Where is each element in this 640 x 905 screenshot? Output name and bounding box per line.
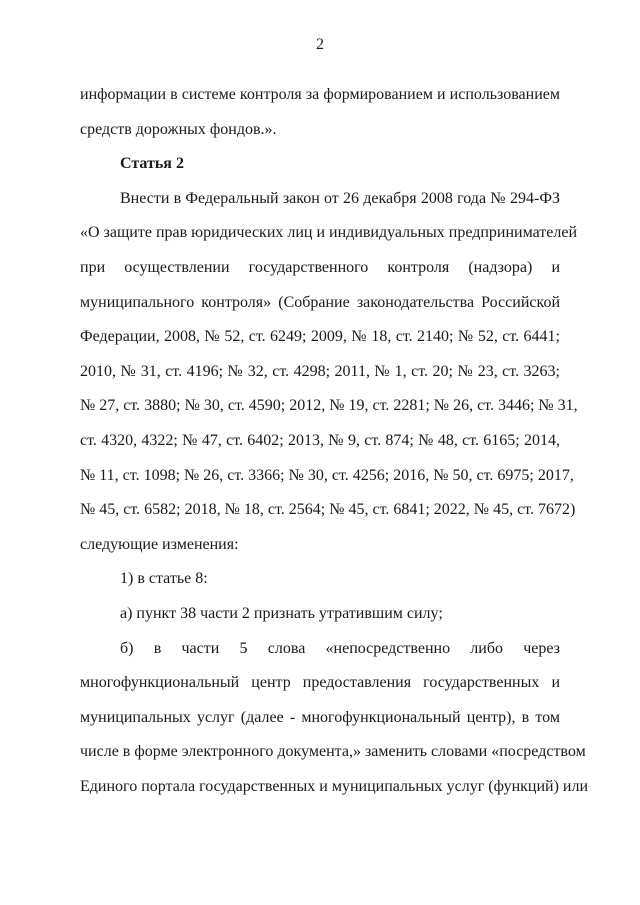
text-line: 1) в статье 8:: [120, 570, 208, 588]
article-intro-paragraph: [80, 182, 578, 563]
text-line: многофункциональный центр предоставления государственных и: [80, 674, 560, 692]
text-line: «О защите прав юридических лиц и индивидуальных предпринимателей: [80, 224, 578, 242]
text-line: ст. 4320, 4322; № 47, ст. 6402; 2013, № 9, ст. 874; № 48, ст. 6165; 2014,: [80, 431, 560, 449]
text-line: Внести в Федеральный закон от 26 декабря 2008 года № 294-ФЗ: [120, 189, 560, 207]
text-line: средств дорожных фондов.».: [80, 120, 277, 138]
text-line: 2010, № 31, ст. 4196; № 32, ст. 4298; 2011, № 1, ст. 20; № 23, ст. 3263;: [80, 362, 560, 380]
article-heading: Статья 2: [120, 155, 184, 173]
text-line: муниципальных услуг (далее - многофункциональный центр), в том: [80, 708, 560, 726]
text-line: Единого портала государственных и муниципальных услуг (функций) или: [80, 777, 589, 795]
text-line: информации в системе контроля за формированием и использованием: [80, 86, 560, 103]
text-line: № 11, ст. 1098; № 26, ст. 3366; № 30, ст. 4256; 2016, № 50, ст. 6975; 2017,: [80, 466, 574, 484]
item-b-paragraph: [80, 632, 589, 805]
document-body: [80, 78, 589, 804]
text-line: № 27, ст. 3880; № 30, ст. 4590; 2012, № 19, ст. 2281; № 26, ст. 3446; № 31,: [80, 397, 578, 415]
text-line: а) пункт 38 части 2 признать утратившим силу;: [120, 604, 443, 622]
item-1-paragraph: [80, 562, 560, 597]
text-line: муниципального контроля» (Собрание законодательства Российской: [80, 293, 560, 311]
text-line: следующие изменения:: [80, 535, 239, 553]
text-line: № 45, ст. 6582; 2018, № 18, ст. 2564; № 45, ст. 6841; 2022, № 45, ст. 7672): [80, 501, 576, 519]
text-line: б) в части 5 слова «непосредственно либо через: [120, 639, 560, 657]
continuation-paragraph: [80, 78, 560, 147]
item-a-paragraph: [80, 597, 560, 632]
text-line: числе в форме электронного документа,» заменить словами «посредством: [80, 743, 586, 761]
page-number: 2: [316, 36, 324, 53]
text-line: при осуществлении государственного контроля (надзора) и: [80, 258, 560, 276]
text-line: Федерации, 2008, № 52, ст. 6249; 2009, № 18, ст. 2140; № 52, ст. 6441;: [80, 328, 560, 346]
